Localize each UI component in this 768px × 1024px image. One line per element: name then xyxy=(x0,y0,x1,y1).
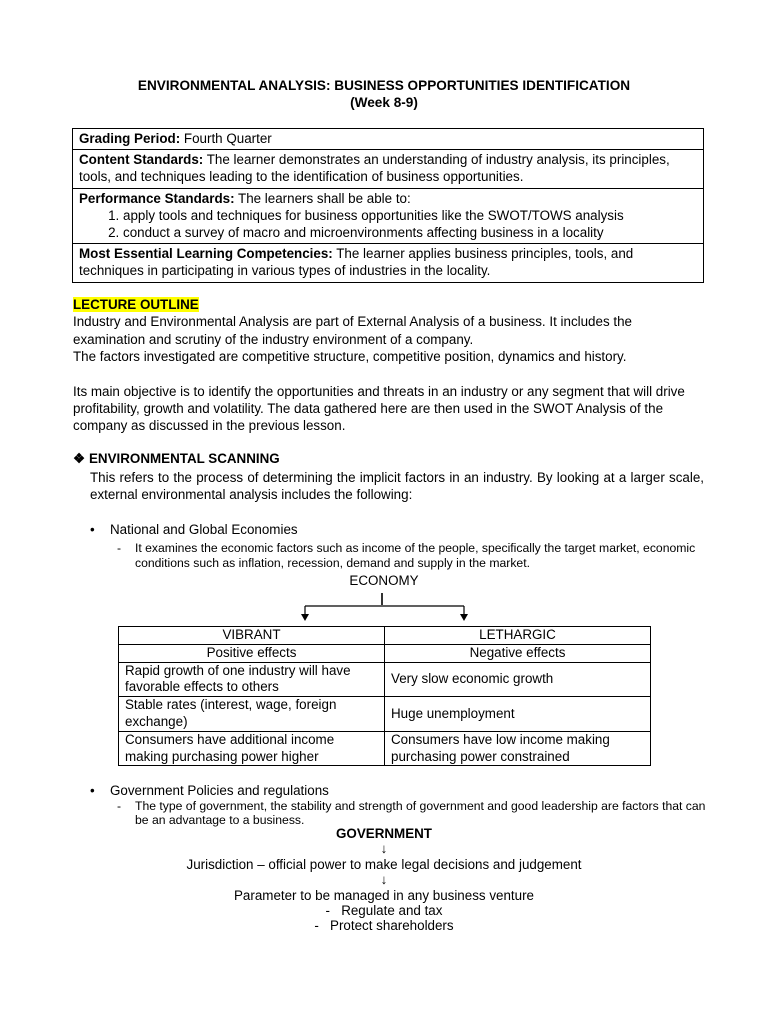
jurisdiction-text: Jurisdiction – official power to make legal decisions and judgement xyxy=(186,857,582,872)
lecture-outline-heading: LECTURE OUTLINE xyxy=(73,297,199,312)
bullet-government xyxy=(90,783,329,798)
economies-description xyxy=(117,541,717,571)
government-label: GOVERNMENT xyxy=(336,826,432,841)
performance-standards-row xyxy=(73,189,703,245)
arrow-down-icon: ↓ xyxy=(380,841,388,856)
table-row xyxy=(119,731,651,766)
scanning-heading-text: ENVIRONMENTAL SCANNING xyxy=(89,451,280,466)
content-standards-value: The learner demonstrates an understanding of industry analysis, its principles, tools, and techniques leading to the identification of business opportunities. xyxy=(79,152,670,185)
table-header-row xyxy=(119,627,651,645)
performance-item: 2. conduct a survey of macro and microenvironments affecting business in a locality xyxy=(123,224,697,241)
title-line-2: (Week 8-9) xyxy=(350,95,418,110)
parameter-text: Parameter to be managed in any business venture xyxy=(234,888,534,903)
table-cell: Rapid growth of one industry will have favorable effects to others xyxy=(119,662,385,697)
economy-branch-arrows xyxy=(290,590,480,626)
economy-label: ECONOMY xyxy=(349,573,419,588)
performance-standards-label: Performance Standards: xyxy=(79,190,235,206)
government-description xyxy=(117,799,717,827)
table-cell: Consumers have additional income making purchasing power higher xyxy=(119,731,385,766)
table-row xyxy=(119,697,651,732)
dash-icon: - xyxy=(325,903,331,918)
arrow-down-icon xyxy=(460,614,468,621)
grading-period-row xyxy=(73,129,703,150)
title-line-1: ENVIRONMENTAL ANALYSIS: BUSINESS OPPORTUNITIES IDENTIFICATION xyxy=(137,78,631,93)
government-description-text: The type of government, the stability and strength of government and good leadership are factors that can be an advantage to a business. xyxy=(135,799,706,827)
economies-description-text: It examines the economic factors such as income of the people, specifically the target market, economic conditions such as inflation, recession, demand and supply in the market. xyxy=(135,541,696,570)
economy-effects-table xyxy=(118,626,651,766)
grading-period-value: Fourth Quarter xyxy=(180,131,272,146)
melc-value: The learner applies business principles, tools, and techniques in participating in various types of industries in the locality. xyxy=(79,246,634,279)
standards-box xyxy=(72,128,704,283)
lecture-outline-section xyxy=(73,296,705,435)
table-cell: Stable rates (interest, wage, foreign exchange) xyxy=(119,697,385,732)
dash-icon: - xyxy=(314,918,319,933)
government-item-text: Regulate and tax xyxy=(341,903,443,918)
arrow-down-icon: ↓ xyxy=(380,872,388,887)
table-cell: Consumers have low income making purchasing power constrained xyxy=(385,731,651,766)
government-item xyxy=(0,918,768,933)
bullet-economies xyxy=(90,522,298,537)
content-standards-label: Content Standards: xyxy=(79,152,204,168)
melc-row xyxy=(73,244,703,281)
scanning-description: This refers to the process of determining the implicit factors in an industry. By looking at a larger scale, external environmental analysis includes the following: xyxy=(90,470,704,503)
bullet-government-text: Government Policies and regulations xyxy=(110,783,329,798)
dash-icon: - xyxy=(117,799,122,813)
header-vibrant: VIBRANT xyxy=(119,627,385,645)
environmental-scanning-heading xyxy=(73,451,280,467)
subheader-positive: Positive effects xyxy=(119,644,385,662)
dash-icon: - xyxy=(117,541,122,555)
bullet-economies-text: National and Global Economies xyxy=(110,522,298,537)
table-cell: Very slow economic growth xyxy=(385,662,651,697)
arrow-down-icon xyxy=(301,614,309,621)
table-cell: Huge unemployment xyxy=(385,697,651,732)
bullet-icon: • xyxy=(90,522,95,537)
document-title xyxy=(0,77,768,111)
content-standards-row xyxy=(73,150,703,188)
table-row xyxy=(119,662,651,697)
lecture-paragraph-1: Industry and Environmental Analysis are part of External Analysis of a business. It includes the examination and scrutiny of the industry environment of a company. xyxy=(73,314,632,347)
melc-label: Most Essential Learning Competencies: xyxy=(79,246,333,262)
header-lethargic: LETHARGIC xyxy=(385,627,651,645)
performance-item: 1. apply tools and techniques for business opportunities like the SWOT/TOWS analysis xyxy=(123,207,697,224)
diamond-bullet-icon: ❖ xyxy=(73,451,86,466)
performance-standards-value: The learners shall be able to: xyxy=(234,190,411,206)
bullet-icon: • xyxy=(90,783,95,798)
subheader-negative: Negative effects xyxy=(385,644,651,662)
government-item-text: Protect shareholders xyxy=(330,918,454,933)
government-item xyxy=(0,903,768,918)
lecture-paragraph-2: The factors investigated are competitive structure, competitive position, dynamics and history. xyxy=(73,349,627,365)
table-subheader-row xyxy=(119,644,651,662)
performance-list xyxy=(79,207,697,241)
lecture-paragraph-3: Its main objective is to identify the opportunities and threats in an industry or any segment that will drive profitability, growth and volatility. The data gathered here are then used in the SWOT Analysis of the company as discussed in the previous lesson. xyxy=(73,383,685,434)
grading-period-label: Grading Period: xyxy=(79,131,181,146)
